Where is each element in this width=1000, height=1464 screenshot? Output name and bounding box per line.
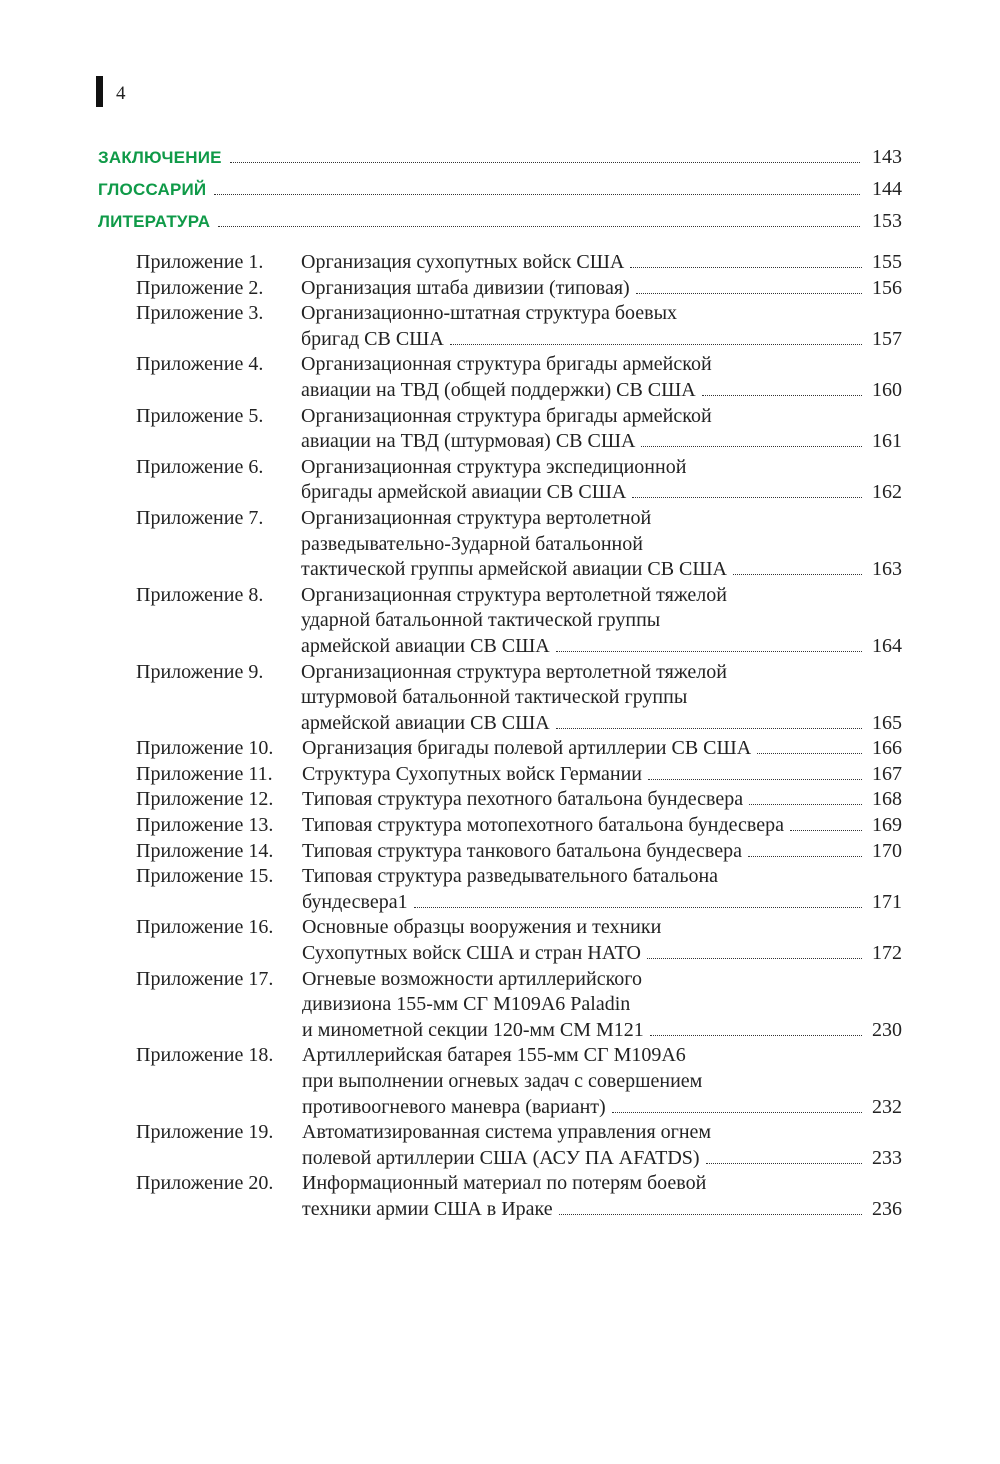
dot-leader [749, 804, 862, 805]
toc-page-number: 144 [872, 178, 902, 200]
toc-appendix-entry[interactable] [136, 455, 902, 506]
toc-main-entry[interactable] [98, 178, 902, 210]
appendix-title-line: армейской авиации СВ США [301, 634, 550, 657]
dot-leader [790, 830, 862, 831]
appendix-title-line: авиации на ТВД (штурмовая) СВ США [301, 430, 636, 453]
toc-appendix-entry[interactable] [136, 660, 902, 737]
toc-appendix-entry[interactable] [136, 301, 902, 352]
dot-leader [556, 728, 862, 729]
appendix-title-line: полевой артиллерии США (АСУ ПА AFATDS) [302, 1146, 700, 1169]
appendix-label: Приложение 19. [136, 1121, 274, 1144]
appendix-label: Приложение 20. [136, 1172, 274, 1195]
toc-page-number: 157 [872, 327, 902, 350]
appendix-label: Приложение 13. [136, 814, 274, 837]
appendix-label: Приложение 5. [136, 404, 264, 427]
toc-page-number: 155 [872, 251, 902, 273]
appendix-title-line: разведывательно-Зударной батальонной [301, 532, 643, 555]
appendix-title-line: Сухопутных войск США и стран НАТО [302, 942, 641, 965]
appendix-title-line: Автоматизированная система управления огнем [302, 1121, 712, 1144]
appendix-title-line: противоогневого маневра (вариант) [302, 1095, 606, 1118]
dot-leader [556, 651, 862, 652]
appendix-label: Приложение 17. [136, 967, 274, 990]
dot-leader [647, 958, 862, 959]
toc-page-number: 236 [872, 1197, 902, 1220]
toc-appendix-entry[interactable] [136, 506, 902, 583]
appendix-label: Приложение 8. [136, 583, 264, 606]
toc-page-number: 143 [872, 146, 902, 168]
dot-leader [450, 344, 862, 345]
toc-page-number: 153 [872, 210, 902, 232]
appendix-title-line: тактической группы армейской авиации СВ США [301, 558, 727, 581]
appendix-label: Приложение 9. [136, 660, 264, 683]
toc-appendix-entry[interactable] [136, 915, 902, 966]
toc-page-number: 232 [872, 1095, 902, 1118]
appendix-title-line: Артиллерийская батарея 155-мм СГ M109A6 [302, 1044, 686, 1067]
appendix-label: Приложение 6. [136, 455, 264, 478]
dot-leader [218, 226, 860, 227]
dot-leader [648, 779, 862, 780]
toc-page-number: 166 [872, 737, 902, 760]
toc-appendix-entry[interactable] [136, 276, 902, 302]
appendix-title-line: штурмовой батальонной тактической группы [301, 686, 688, 709]
toc-appendix-entry[interactable] [136, 404, 902, 455]
appendix-title-line: Огневые возможности артиллерийского [302, 967, 642, 990]
toc-page-number: 163 [872, 558, 902, 581]
toc-main-title: ЗАКЛЮЧЕНИЕ [98, 148, 222, 167]
appendix-label: Приложение 15. [136, 865, 274, 888]
toc-page-number: 168 [872, 788, 902, 811]
toc-page-number: 161 [872, 430, 902, 453]
appendix-title-line: Типовая структура мотопехотного батальона бундесвера [302, 814, 784, 837]
dot-leader [612, 1112, 862, 1113]
toc-appendix-entry[interactable] [136, 967, 902, 1044]
dot-leader [650, 1035, 862, 1036]
appendix-title-line: Организация штаба дивизии (типовая) [301, 276, 630, 299]
toc-main-title: ГЛОССАРИЙ [98, 180, 207, 199]
appendix-title-line: Информационный материал по потерям боевой [302, 1172, 707, 1195]
dot-leader [414, 907, 862, 908]
toc-appendix-entry[interactable] [136, 352, 902, 403]
appendix-label: Приложение 14. [136, 839, 274, 862]
appendix-label: Приложение 16. [136, 916, 274, 939]
appendix-title-line: Организационная структура экспедиционной [301, 455, 687, 478]
appendix-title-line: бригады армейской авиации СВ США [301, 481, 627, 504]
appendix-title-line: Организация сухопутных войск США [301, 251, 625, 273]
toc-appendices [136, 250, 902, 1223]
appendix-label: Приложение 4. [136, 353, 264, 376]
appendix-title-line: Организационная структура вертолетной тяжелой [301, 583, 727, 606]
toc-appendix-entry[interactable] [136, 736, 902, 762]
dot-leader [641, 446, 862, 447]
dot-leader [630, 267, 862, 268]
toc-main-sections [98, 146, 902, 242]
toc-appendix-entry[interactable] [136, 1171, 902, 1222]
toc-appendix-entry[interactable] [136, 813, 902, 839]
appendix-title-line: Типовая структура разведывательного батальона [302, 865, 719, 888]
appendix-title-line: Типовая структура пехотного батальона бундесвера [302, 788, 744, 811]
toc-main-title: ЛИТЕРАТУРА [98, 212, 211, 231]
appendix-title-line: и минометной секции 120-мм СМ M121 [302, 1018, 644, 1041]
appendix-label: Приложение 2. [136, 276, 264, 299]
toc-page-number: 165 [872, 711, 902, 734]
appendix-label: Приложение 11. [136, 762, 273, 785]
appendix-label: Приложение 10. [136, 737, 274, 760]
toc-appendix-entry[interactable] [136, 583, 902, 660]
toc-page-number: 171 [872, 890, 902, 913]
appendix-title-line: Организационная структура бригады армейской [301, 404, 712, 427]
dot-leader [706, 1163, 862, 1164]
dot-leader [559, 1214, 862, 1215]
appendix-title-line: Организационная структура вертолетной [301, 506, 652, 529]
appendix-title-line: бундесвера1 [302, 890, 408, 913]
toc-page-number: 162 [872, 481, 902, 504]
dot-leader [214, 194, 860, 195]
toc-appendix-entry[interactable] [136, 1120, 902, 1171]
appendix-title-line: Организационная структура вертолетной тяжелой [301, 660, 727, 683]
toc-page-number: 160 [872, 378, 902, 401]
toc-page-number: 167 [872, 762, 902, 785]
appendix-title-line: ударной батальонной тактической группы [301, 609, 661, 632]
toc-page-number: 230 [872, 1018, 902, 1041]
appendix-label: Приложение 1. [136, 251, 264, 273]
toc-page-number: 164 [872, 634, 902, 657]
appendix-title-line: техники армии США в Ираке [302, 1197, 553, 1220]
appendix-title-line: дивизиона 155-мм СГ M109A6 Paladin [302, 993, 631, 1016]
page-number: 4 [116, 83, 126, 104]
page-marker-bar [96, 76, 103, 107]
toc-appendix-entry[interactable] [136, 762, 902, 788]
appendix-title-line: Организационно-штатная структура боевых [301, 302, 678, 325]
appendix-title-line: Структура Сухопутных войск Германии [302, 762, 642, 785]
toc-page-number: 156 [872, 276, 902, 299]
dot-leader [748, 856, 862, 857]
appendix-label: Приложение 3. [136, 302, 264, 325]
appendix-label: Приложение 7. [136, 506, 264, 529]
appendix-title-line: Организация бригады полевой артиллерии СВ США [302, 737, 752, 760]
dot-leader [733, 574, 862, 575]
appendix-label: Приложение 12. [136, 788, 274, 811]
appendix-title-line: Основные образцы вооружения и техники [302, 916, 662, 939]
appendix-title-line: бригад СВ США [301, 327, 444, 350]
toc-main-entry[interactable] [98, 146, 902, 178]
dot-leader [230, 162, 860, 163]
toc-page-number: 169 [872, 814, 902, 837]
appendix-title-line: Типовая структура танкового батальона бундесвера [302, 839, 742, 862]
appendix-title-line: армейской авиации СВ США [301, 711, 550, 734]
dot-leader [636, 293, 862, 294]
toc-appendix-entry[interactable] [136, 864, 902, 915]
appendix-title-line: при выполнении огневых задач с совершением [302, 1070, 703, 1092]
dot-leader [757, 753, 862, 754]
toc-page-number: 170 [872, 839, 902, 862]
dot-leader [702, 395, 862, 396]
toc-main-entry[interactable] [98, 210, 902, 242]
toc-appendix-entry[interactable] [136, 1043, 902, 1120]
appendix-label: Приложение 18. [136, 1044, 274, 1067]
toc-appendix-entry[interactable] [136, 250, 902, 276]
dot-leader [632, 497, 862, 498]
toc-page-number: 233 [872, 1146, 902, 1169]
appendix-title-line: авиации на ТВД (общей поддержки) СВ США [301, 378, 696, 401]
appendix-title-line: Организационная структура бригады армейской [301, 353, 712, 376]
toc-appendix-entry[interactable] [136, 787, 902, 813]
toc-page-number: 172 [872, 942, 902, 965]
toc-appendix-entry[interactable] [136, 839, 902, 865]
